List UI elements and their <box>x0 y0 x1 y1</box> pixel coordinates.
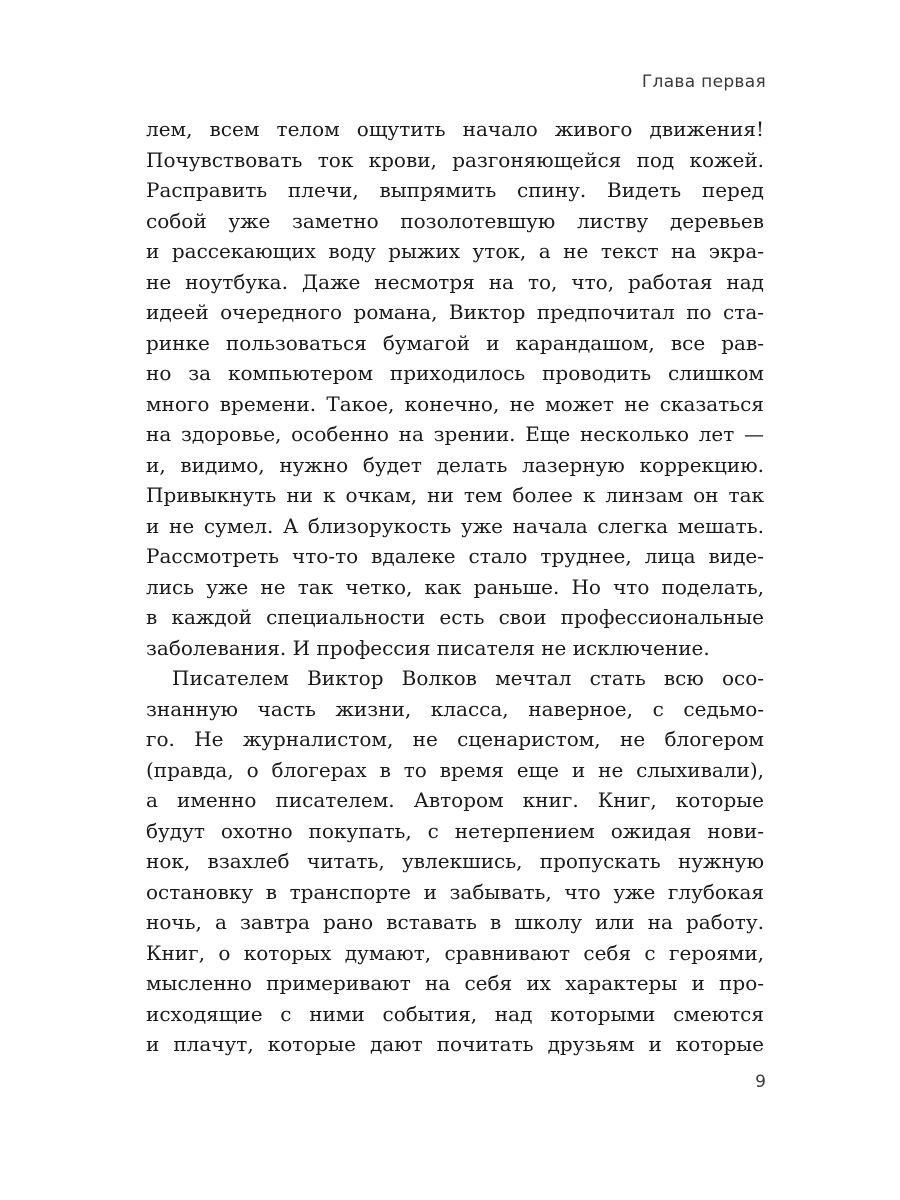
text-line: и рассекающих воду рыжих уток, а не текст на экра- <box>146 239 764 263</box>
text-line: и не сумел. А близорукость уже начала слегка мешать. <box>146 513 764 538</box>
text-line: и плачут, которые дают почитать друзьям и которые <box>146 1032 764 1056</box>
text-line: и, видимо, нужно будет делать лазерную коррекцию. <box>146 452 764 477</box>
text-line: Писателем Виктор Волков мечтал стать всю осо- <box>172 666 764 690</box>
text-line: мысленно примеривают на себя их характеры и про- <box>146 971 764 995</box>
text-line: много времени. Такое, конечно, не может не сказаться <box>146 391 764 416</box>
text-line: а именно писателем. Автором книг. Книг, которые <box>146 788 764 812</box>
paragraph-1 <box>146 114 764 663</box>
text-line: го. Не журналистом, не сценаристом, не блогером <box>146 727 764 751</box>
text-line: лем, всем телом ощутить начало живого движения! <box>146 117 764 141</box>
text-line: собой уже заметно позолотевшую листву деревьев <box>146 208 764 233</box>
text-line: Рассмотреть что-то вдалеке стало труднее, лица виде- <box>146 544 764 568</box>
page-number: 9 <box>755 1072 766 1092</box>
text-line: остановку в транспорте и забывать, что уже глубокая <box>146 879 764 904</box>
body-text <box>146 114 764 1060</box>
text-line: идеей очередного романа, Виктор предпочитал по ста- <box>146 300 764 324</box>
text-line: нок, взахлеб читать, увлекшись, пропускать нужную <box>146 849 764 873</box>
text-line: но за компьютером приходилось проводить слишком <box>146 361 764 385</box>
text-line: будут охотно покупать, с нетерпением ожидая нови- <box>146 818 764 843</box>
text-line: (правда, о блогерах в то время еще и не слыхивали), <box>146 757 764 782</box>
text-line: Книг, о которых думают, сравнивают себя с героями, <box>146 940 764 965</box>
text-line: лись уже не так четко, как раньше. Но что поделать, <box>146 574 764 599</box>
text-line: знанную часть жизни, класса, наверное, с седьмо- <box>146 696 764 721</box>
text-line: на здоровье, особенно на зрении. Еще несколько лет — <box>146 422 764 446</box>
text-line: исходящие с ними события, над которыми смеются <box>146 1001 764 1026</box>
text-line: Привыкнуть ни к очкам, ни тем более к линзам он так <box>146 483 764 507</box>
running-head: Глава первая <box>641 72 766 92</box>
text-line: ночь, а завтра рано вставать в школу или на работу. <box>146 910 764 934</box>
text-line: не ноутбука. Даже несмотря на то, что, работая над <box>146 269 764 294</box>
text-line: заболевания. И профессия писателя не исключение. <box>146 635 710 660</box>
text-line: Почувствовать ток крови, разгоняющейся под кожей. <box>146 147 764 172</box>
paragraph-2 <box>146 663 764 1060</box>
text-line: Расправить плечи, выпрямить спину. Видеть перед <box>146 178 764 202</box>
text-line: в каждой специальности есть свои профессиональные <box>146 605 764 629</box>
text-line: ринке пользоваться бумагой и карандашом, все рав- <box>146 330 764 355</box>
